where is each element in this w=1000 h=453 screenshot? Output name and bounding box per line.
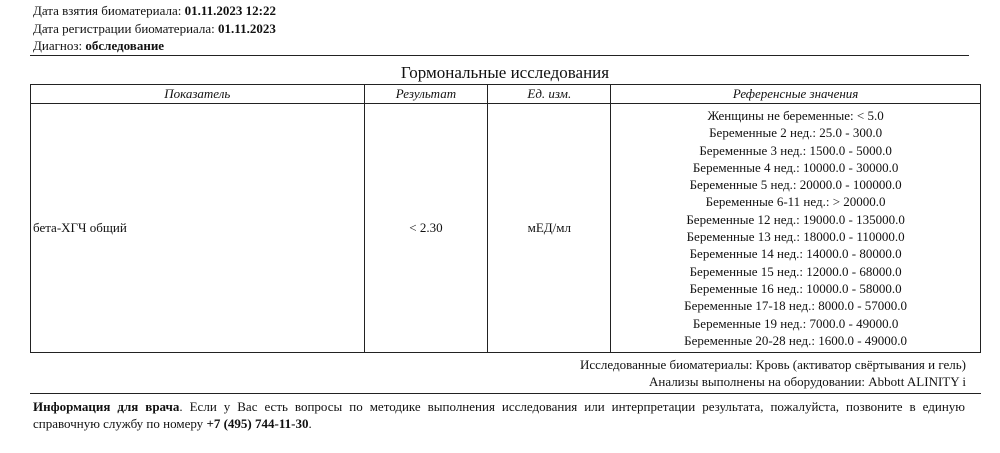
reference-line: Беременные 6-11 нед.: > 20000.0	[705, 194, 886, 210]
reference-line: Беременные 15 нед.: 12000.0 - 68000.0	[689, 263, 902, 279]
column-header-indicator: Показатель	[31, 85, 365, 104]
reference-line: Женщины не беременные: < 5.0	[707, 108, 884, 123]
biomaterial-note: Исследованные биоматериалы: Кровь (активатор свёртывания и гель)	[579, 357, 966, 372]
sample-date-value: 01.11.2023 12:22	[184, 3, 276, 18]
reference-line: Беременные 2 нед.: 25.0 - 300.0	[709, 125, 883, 141]
reference-cell	[611, 104, 981, 353]
reference-line: Беременные 13 нед.: 18000.0 - 110000.0	[686, 229, 905, 245]
registration-date-row	[33, 21, 276, 37]
section-title: Гормональные исследования	[400, 63, 610, 82]
diagnosis-value: обследование	[85, 38, 165, 53]
results-table	[30, 84, 981, 353]
reference-line: Беременные 17-18 нед.: 8000.0 - 57000.0	[684, 298, 908, 314]
reference-line: Беременные 14 нед.: 14000.0 - 80000.0	[689, 246, 902, 262]
diagnosis-label: Диагноз:	[33, 38, 83, 53]
unit-cell: мЕД/мл	[488, 104, 611, 353]
indicator-cell: бета-ХГЧ общий	[31, 104, 365, 353]
registration-date-label: Дата регистрации биоматериала:	[33, 21, 215, 36]
registration-date-value: 01.11.2023	[218, 21, 276, 36]
doctor-info-end: .	[308, 416, 312, 431]
reference-line: Беременные 12 нед.: 19000.0 - 135000.0	[686, 211, 905, 227]
sample-date-label: Дата взятия биоматериала:	[33, 3, 182, 18]
info-divider	[30, 393, 981, 394]
diagnosis-row	[33, 38, 164, 54]
result-cell: < 2.30	[364, 104, 488, 353]
column-header-reference: Референсные значения	[611, 85, 981, 104]
table-header-row	[31, 85, 981, 104]
doctor-info-phone: +7 (495) 744-11-30	[206, 416, 309, 431]
doctor-info	[33, 398, 965, 432]
doctor-info-text: . Если у Вас есть вопросы по методике выполнения исследования или интерпретации результата, пожалуйста, позвоните в единую справочную службу по номеру	[33, 399, 966, 431]
reference-line: Беременные 20-28 нед.: 1600.0 - 49000.0	[684, 332, 908, 348]
header-divider	[30, 55, 969, 56]
doctor-info-label: Информация для врача	[33, 399, 180, 414]
reference-line: Беременные 4 нед.: 10000.0 - 30000.0	[692, 159, 899, 175]
equipment-note: Анализы выполнены на оборудовании: Abbott ALINITY i	[648, 374, 966, 389]
reference-line: Беременные 16 нед.: 10000.0 - 58000.0	[689, 280, 902, 296]
column-header-unit: Ед. изм.	[488, 85, 611, 104]
column-header-result: Результат	[364, 85, 488, 104]
reference-line: Беременные 3 нед.: 1500.0 - 5000.0	[699, 142, 892, 158]
table-row	[31, 104, 981, 353]
reference-line: Беременные 19 нед.: 7000.0 - 49000.0	[692, 315, 899, 331]
sample-date-row	[33, 3, 276, 19]
reference-line: Беременные 5 нед.: 20000.0 - 100000.0	[689, 177, 902, 193]
